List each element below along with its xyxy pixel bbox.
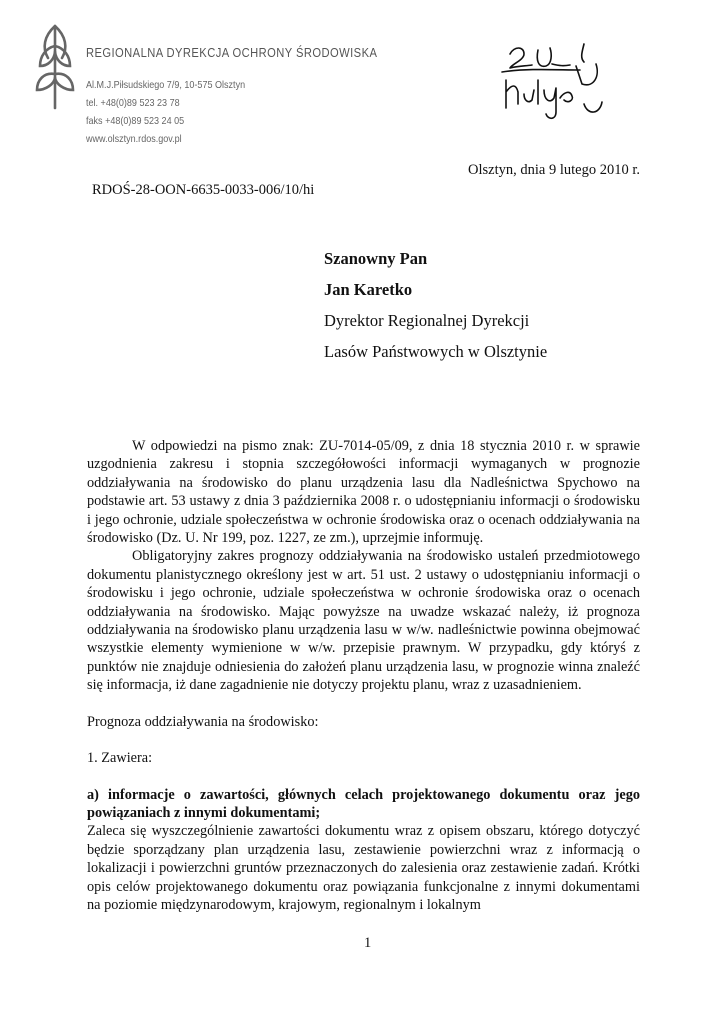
recipient-name: Jan Karetko xyxy=(324,280,413,299)
phone-line: tel. +48(0)89 523 23 78 xyxy=(86,97,180,109)
recipient-institution: Lasów Państwowych w Olsztynie xyxy=(324,342,548,361)
section-title: Prognoza oddziaływania na środowisko: xyxy=(87,713,319,730)
paragraph-1: W odpowiedzi na pismo znak: ZU-7014-05/09, z dnia 18 stycznia 2010 r. w sprawie uzgodnienia zakresu i stopnia szczegółowości informacji wymaganych w prognozie oddziaływania na środowisko do planu urządzenia lasu dla Nadleśnictwa Spychowo na podstawie art. 53 ustawy z dnia 3 października 2008 r. o udostępnianiu informacji o środowisku i jego ochronie, udziale społeczeństwa w ochronie środowiska oraz o ocenach oddziaływania na środowisko (Dz. U. Nr 199, poz. 1227, ze zm.), uprzejmie informuję. xyxy=(87,438,640,547)
letter-body xyxy=(87,437,640,914)
paragraph-2: Obligatoryjny zakres prognozy oddziaływania na środowisko ustaleń przedmiotowego dokumentu planistycznego określony jest w art. 51 ust. 2 ustawy o udostępnianiu informacji o środowisku i jego ochronie, udziale społeczeństwa w ochronie środowiska oraz o ocenach oddziaływania na środowisko. Mając powyższe na uwadze wskazać należy, iż prognoza oddziaływania na środowisko planu urządzenia lasu w w/w. nadleśnictwie powinna obejmować wszystkie elementy wymienione w w/w. przepisie prawnym. W przypadku, gdy któryś z punktów nie znajduje odniesienia do założeń planu urządzenia lasu, w prognozie winna znaleźć się informacja, iż dane zagadnienie nie dotyczy projektu planu, wraz z uzasadnieniem. xyxy=(87,548,640,694)
salutation: Szanowny Pan xyxy=(324,249,428,268)
place-date: Olsztyn, dnia 9 lutego 2010 r. xyxy=(468,162,640,178)
website-line: www.olsztyn.rdos.gov.pl xyxy=(86,133,182,145)
item-a-text: Zaleca się wyszczególnienie zawartości dokumentu wraz z opisem obszaru, którego dotyczyć będzie sporządzany plan urządzenia lasu, zestawienie powierzchni wraz z informacją o lokalizacji i powierzchni gruntów przeznaczonych do zalesienia oraz zestawienie zadań. Krótki opis celów projektowanego dokumentu oraz powiązania funkcjonalne z innymi dokumentami na poziomie międzynarodowym, krajowym, regionalnym i lokalnym xyxy=(87,823,640,913)
rdos-leaf-logo-icon xyxy=(34,22,80,112)
reference-number: RDOŚ-28-OON-6635-0033-006/10/hi xyxy=(92,182,315,198)
recipient-block xyxy=(324,243,547,367)
handwritten-signature xyxy=(498,40,608,124)
recipient-position: Dyrektor Regionalnej Dyrekcji xyxy=(324,311,530,330)
fax-line: faks +48(0)89 523 24 05 xyxy=(86,115,185,127)
item-a-heading: a) informacje o zawartości, głównych celach projektowanego dokumentu oraz jego powiązaniach z innymi dokumentami; xyxy=(87,786,640,821)
item-1: 1. Zawiera: xyxy=(87,750,153,767)
address-line: Al.M.J.Piłsudskiego 7/9, 10-575 Olsztyn xyxy=(86,79,246,91)
letterhead xyxy=(34,22,378,152)
page-number: 1 xyxy=(364,935,372,951)
organization-name: REGIONALNA DYREKCJA OCHRONY ŚRODOWISKA xyxy=(86,45,378,60)
